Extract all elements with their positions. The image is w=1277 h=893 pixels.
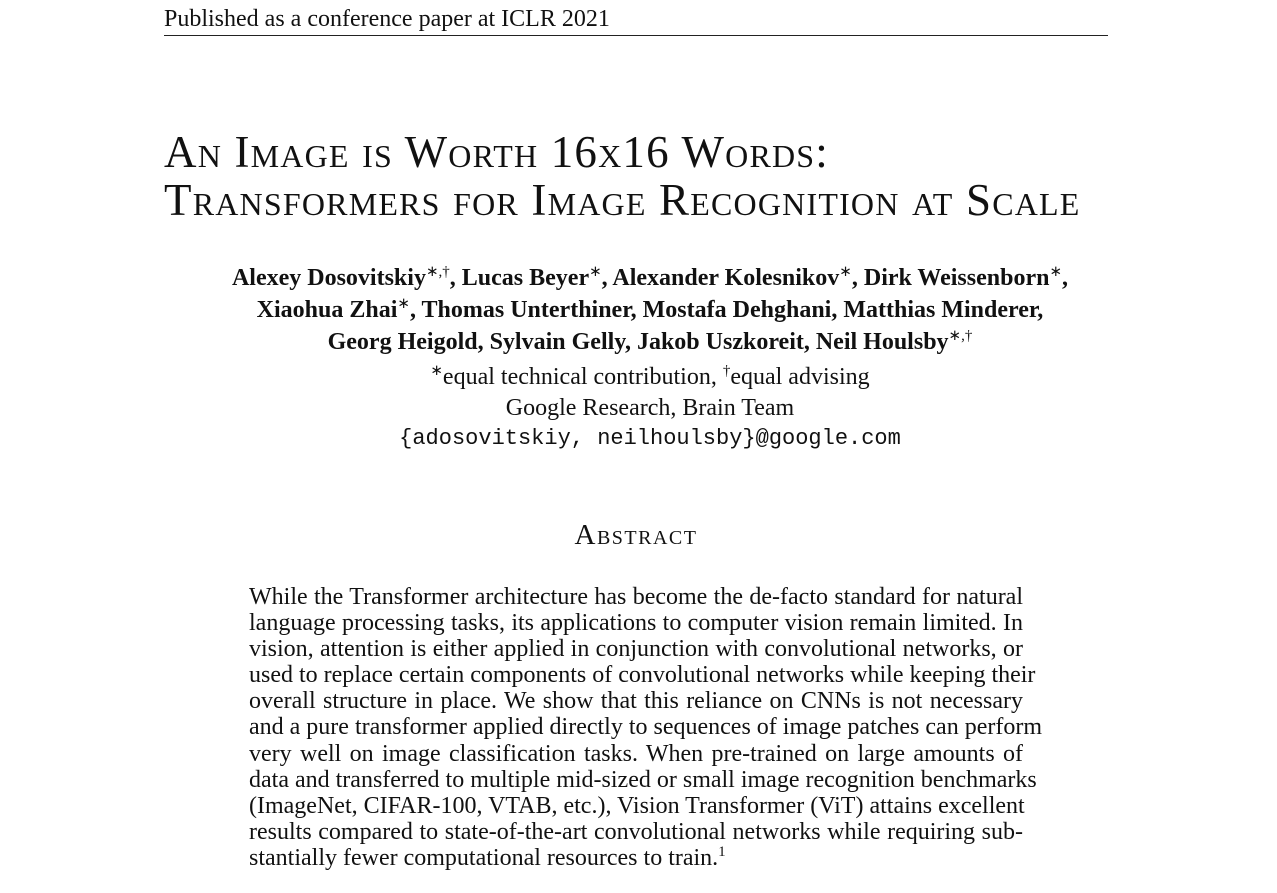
author-mark: ∗ (589, 264, 602, 280)
title-line-1: An Image is Worth 16x16 Words: (164, 127, 829, 177)
author-names: Georg Heigold, Sylvain Gelly, Jakob Uszkoreit, Neil Houlsby (327, 329, 949, 355)
author-email: {adosovitskiy, neilhoulsby}@google.com (399, 426, 901, 451)
author-mark: ∗ (1049, 264, 1063, 280)
author-separator: , (601, 265, 613, 291)
author-name: Lucas Beyer (461, 265, 590, 291)
running-header (164, 5, 1108, 36)
footnote-mark[interactable]: 1 (718, 843, 726, 860)
abstract-last-line (249, 845, 1023, 871)
author-list (164, 262, 1136, 358)
author-name: Alexey Dosovitskiy (231, 265, 426, 291)
abstract-heading: Abstract (574, 519, 698, 551)
abstract-line: and a pure transformer applied directly to sequences of image patches can perform (249, 714, 1042, 741)
title-line-2: Transformers for Image Recognition at Scale (164, 175, 1081, 225)
equal-contribution-text: equal technical contribution, (442, 364, 723, 390)
author-mark: ∗ (397, 296, 410, 312)
author-mark: ∗,† (425, 264, 450, 280)
author-row-1 (164, 262, 1136, 294)
paper-title (164, 128, 1108, 224)
abstract-body (249, 584, 1042, 871)
author-mark: ∗ (839, 264, 852, 280)
equal-advising-text: equal advising (730, 364, 870, 390)
author-mark: ∗,† (948, 328, 973, 344)
abstract-line: overall structure in place. We show that this reliance on CNNs is not necessary (249, 688, 1023, 715)
author-separator: , (449, 265, 462, 291)
author-name: Xiaohua Zhai (256, 297, 398, 323)
equal-contribution-mark: ∗ (430, 363, 443, 379)
abstract-line: vision, attention is either applied in conjunction with convolutional networks, or (249, 636, 1023, 663)
equal-advising-mark: † (722, 363, 731, 379)
abstract-line: language processing tasks, its applications to computer vision remain limited. In (249, 610, 1023, 637)
affiliation: Google Research, Brain Team (505, 395, 795, 421)
author-separator: , (1062, 265, 1069, 291)
contribution-note (164, 362, 1136, 392)
author-row-2 (164, 294, 1136, 326)
abstract-line: data and transferred to multiple mid-sized or small image recognition benchmarks (249, 766, 1037, 793)
author-names: , Thomas Unterthiner, Mostafa Dehghani, Matthias Minderer, (409, 297, 1044, 323)
author-name: Dirk Weissenborn (863, 265, 1050, 291)
author-name: Alexander Kolesnikov (612, 265, 840, 291)
abstract-line: results compared to state-of-the-art convolutional networks while requiring sub- (249, 818, 1023, 845)
author-row-3 (164, 326, 1136, 358)
author-separator: , (851, 265, 864, 291)
abstract-last-line-text: stantially fewer computational resources to train. (249, 844, 719, 871)
abstract-line: While the Transformer architecture has become the de-facto standard for natural (249, 584, 1023, 610)
abstract-line: (ImageNet, CIFAR-100, VTAB, etc.), Vision Transformer (ViT) attains excellent (249, 792, 1025, 819)
running-head-text: Published as a conference paper at ICLR 2021 (164, 6, 610, 32)
abstract-line: used to replace certain components of convolutional networks while keeping their (249, 662, 1036, 689)
abstract-line: very well on image classification tasks. When pre-trained on large amounts of (249, 740, 1023, 767)
